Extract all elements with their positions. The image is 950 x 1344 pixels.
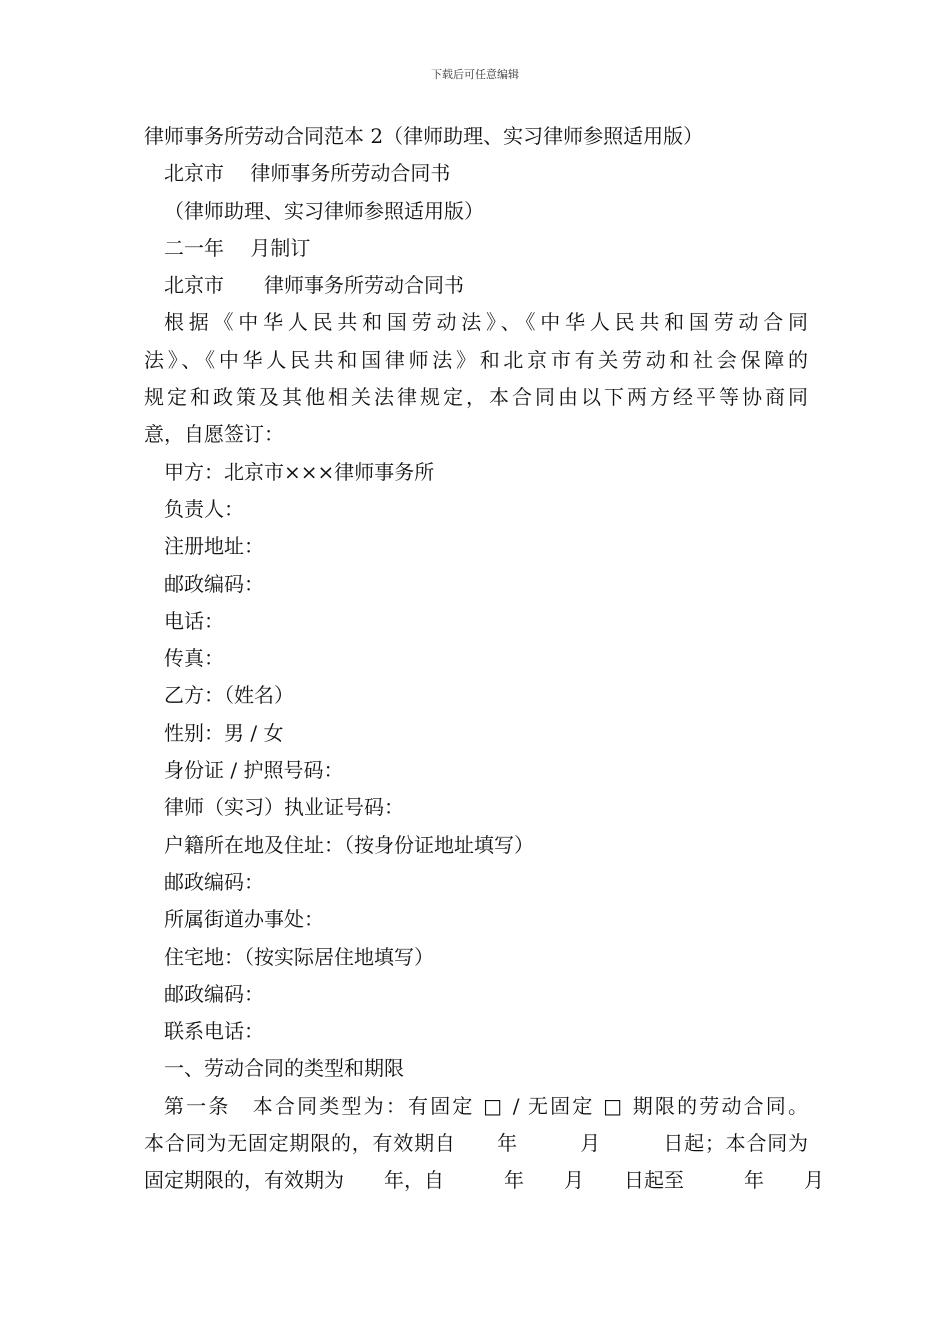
applicable-version-note: （律师助理、实习律师参照适用版）	[164, 198, 484, 223]
article-line: 固定期限的，有效期为 年，自 年 月 日起至 年 月	[144, 1168, 824, 1193]
contract-heading: 北京市 律师事务所劳动合同书	[164, 161, 451, 186]
document-title: 律师事务所劳动合同范本 2（律师助理、实习律师参照适用版）	[144, 124, 704, 148]
field-street-office: 所属街道办事处：	[164, 907, 324, 932]
field-phone: 电话：	[164, 608, 224, 633]
article-line: 本合同为无固定期限的，有效期自 年 月 日起；本合同为	[144, 1131, 808, 1156]
preamble-line: 法》、《中华人民共和国律师法》和北京市有关劳动和社会保障的	[144, 347, 808, 372]
preamble-line: 规定和政策及其他相关法律规定，本合同由以下两方经平等协商同	[144, 385, 808, 410]
party-b: 乙方：（姓名）	[164, 683, 294, 708]
field-postal-code: 邮政编码：	[164, 981, 264, 1006]
field-responsible-person: 负责人：	[164, 496, 244, 521]
contract-heading-repeat: 北京市 律师事务所劳动合同书	[164, 273, 464, 298]
field-contact-phone: 联系电话：	[164, 1019, 264, 1044]
party-a: 甲方：北京市×××律师事务所	[164, 459, 435, 484]
page-header: 下载后可任意编辑	[431, 68, 519, 81]
preamble-line: 根据《中华人民共和国劳动法》、《中华人民共和国劳动合同	[164, 310, 808, 335]
field-id-number: 身份证 / 护照号码：	[164, 758, 344, 783]
field-license-number: 律师（实习）执业证号码：	[164, 795, 404, 820]
section-heading: 一、劳动合同的类型和期限	[164, 1056, 404, 1081]
article-line: 第一条 本合同类型为：有固定 □ / 无固定 □ 期限的劳动合同。	[164, 1093, 808, 1118]
document-body	[144, 118, 824, 1200]
field-residence: 住宅地：（按实际居住地填写）	[164, 944, 434, 969]
issue-date: 二一年 月制订	[164, 235, 311, 260]
field-postal-code: 邮政编码：	[164, 571, 264, 596]
field-gender: 性别：男 / 女	[164, 720, 284, 745]
field-household-address: 户籍所在地及住址：（按身份证地址填写）	[164, 832, 534, 857]
field-registered-address: 注册地址：	[164, 534, 264, 559]
field-postal-code: 邮政编码：	[164, 869, 264, 894]
preamble-line: 意，自愿签订：	[144, 422, 284, 447]
field-fax: 传真：	[164, 646, 224, 671]
